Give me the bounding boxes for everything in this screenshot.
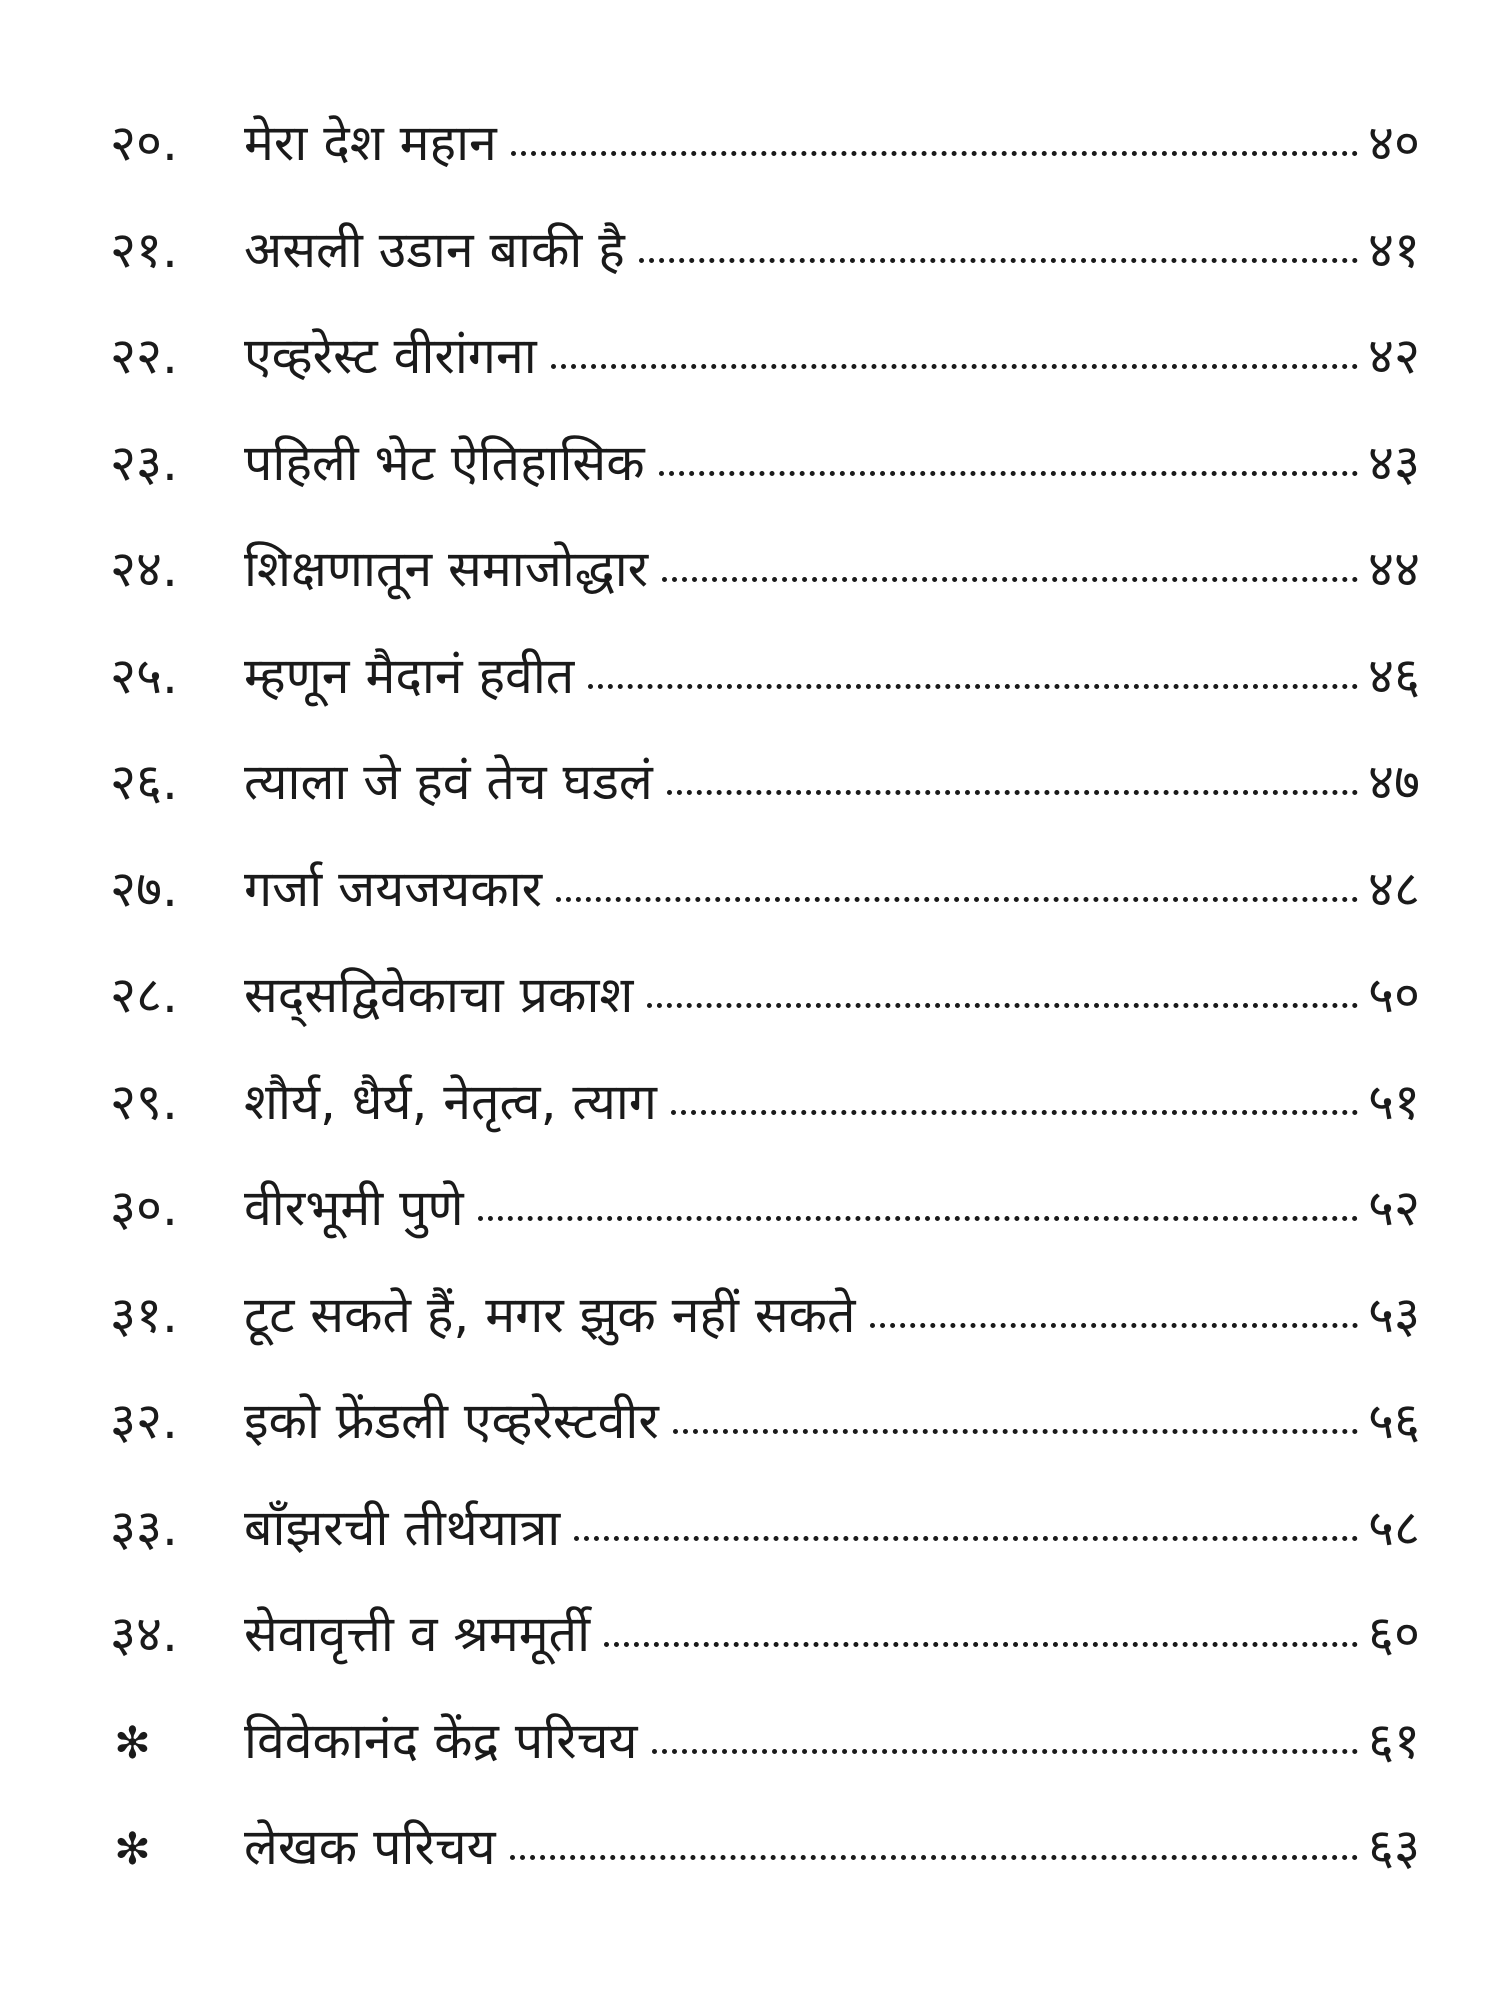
- toc-entry: [110, 1072, 1420, 1184]
- toc-entry-number: ३४.: [110, 1605, 178, 1663]
- toc-entry-page: ४२: [1368, 327, 1420, 385]
- toc-entry-page: ५०: [1368, 966, 1420, 1024]
- toc-entry-title: सद्सद्विवेकाचा प्रकाश: [244, 966, 634, 1024]
- toc-entry-title: विवेकानंद केंद्र परिचय: [244, 1711, 638, 1770]
- toc-entry-page: ४६: [1368, 646, 1420, 705]
- toc-entry: [110, 1285, 1420, 1397]
- toc-entry-number: २७.: [110, 859, 178, 918]
- toc-entry-page: ६१: [1368, 1711, 1420, 1770]
- toc-entry-title: शिक्षणातून समाजोद्धार: [244, 540, 649, 598]
- toc-entry-title: वीरभूमी पुणे: [244, 1179, 464, 1237]
- dot-leader: [659, 471, 1358, 476]
- toc-entry-page: ६३: [1368, 1818, 1420, 1876]
- toc-entry-page: ४३: [1368, 433, 1420, 492]
- dot-leader: [673, 1429, 1358, 1434]
- toc-entry-page: ५६: [1368, 1392, 1420, 1450]
- toc-entry: [110, 753, 1420, 864]
- asterisk-icon: ✻: [114, 1824, 151, 1875]
- asterisk-icon: ✻: [114, 1717, 151, 1769]
- dot-leader: [588, 684, 1358, 689]
- dot-leader: [556, 897, 1358, 902]
- toc-entry-title: म्हणून मैदानं हवीत: [244, 646, 575, 705]
- toc-entry-title: एव्हरेस्ट वीरांगना: [244, 327, 537, 385]
- toc-entry-title: असली उडान बाकी है: [244, 220, 625, 279]
- toc-entry-number: २०.: [110, 114, 178, 172]
- toc-entry-page: ५३: [1368, 1285, 1420, 1344]
- toc-entry-title: टूट सकते हैं, मगर झुक नहीं सकते: [244, 1285, 856, 1344]
- toc-entry: [110, 540, 1420, 651]
- toc-entry-page: ५१: [1368, 1072, 1420, 1131]
- toc-entry-page: ६०: [1368, 1605, 1420, 1663]
- toc-entry-title: पहिली भेट ऐतिहासिक: [244, 433, 645, 492]
- toc-entry-title: त्याला जे हवं तेच घडलं: [244, 753, 653, 811]
- dot-leader: [652, 1749, 1359, 1754]
- toc-entry-number: २९.: [110, 1072, 178, 1131]
- table-of-contents: [110, 114, 1420, 1929]
- toc-entry-number: २१.: [110, 220, 178, 279]
- dot-leader: [574, 1536, 1358, 1541]
- dot-leader: [510, 1855, 1358, 1860]
- toc-entry: [110, 114, 1420, 225]
- toc-entry-number: ३१.: [110, 1285, 178, 1344]
- toc-entry: [110, 1605, 1420, 1716]
- dot-leader: [551, 364, 1358, 369]
- toc-entry-number: ३०.: [110, 1179, 178, 1237]
- toc-entry: [110, 220, 1420, 332]
- toc-entry-number: २३.: [110, 433, 178, 492]
- toc-entry-number: ३३.: [110, 1498, 178, 1557]
- toc-entry-page: ५२: [1368, 1179, 1420, 1237]
- toc-entry-number: २२.: [110, 327, 178, 385]
- toc-entry-number: २४.: [110, 540, 178, 598]
- toc-entry-title: मेरा देश महान: [244, 114, 497, 172]
- toc-entry-number: २८.: [110, 966, 178, 1024]
- toc-entry-page: ५८: [1368, 1498, 1420, 1557]
- toc-entry: [110, 859, 1420, 971]
- toc-entry-number: २५.: [110, 646, 178, 705]
- toc-entry-page: ४४: [1368, 540, 1420, 598]
- toc-entry: [110, 1179, 1420, 1290]
- dot-leader: [478, 1216, 1358, 1221]
- dot-leader: [662, 577, 1358, 582]
- toc-entry: [110, 327, 1420, 438]
- toc-entry-title: लेखक परिचय: [244, 1818, 496, 1876]
- toc-entry: [110, 1711, 1420, 1823]
- toc-entry-page: ४७: [1368, 753, 1420, 811]
- toc-entry-number: ३२.: [110, 1392, 178, 1450]
- toc-entry: [110, 966, 1420, 1077]
- toc-entry: [110, 1818, 1420, 1929]
- toc-entry-title: बाँझरची तीर्थयात्रा: [244, 1498, 561, 1557]
- dot-leader: [647, 1003, 1358, 1008]
- dot-leader: [870, 1323, 1358, 1328]
- dot-leader: [671, 1110, 1358, 1115]
- toc-entry-title: शौर्य, धैर्य, नेतृत्व, त्याग: [244, 1072, 657, 1131]
- toc-entry-page: ४१: [1368, 220, 1420, 279]
- toc-entry-number: २६.: [110, 753, 178, 811]
- toc-entry-page: ४८: [1368, 859, 1420, 918]
- toc-entry-title: इको फ्रेंडली एव्हरेस्टवीर: [244, 1392, 659, 1450]
- dot-leader: [604, 1642, 1358, 1647]
- dot-leader: [639, 258, 1358, 263]
- toc-entry: [110, 433, 1420, 545]
- dot-leader: [511, 151, 1358, 156]
- toc-entry-title: गर्जा जयजयकार: [244, 859, 543, 918]
- toc-entry-page: ४०: [1368, 114, 1420, 172]
- toc-entry-title: सेवावृत्ती व श्रममूर्ती: [244, 1605, 591, 1663]
- toc-entry: [110, 646, 1420, 758]
- dot-leader: [667, 790, 1358, 795]
- toc-entry: [110, 1498, 1420, 1610]
- toc-entry: [110, 1392, 1420, 1503]
